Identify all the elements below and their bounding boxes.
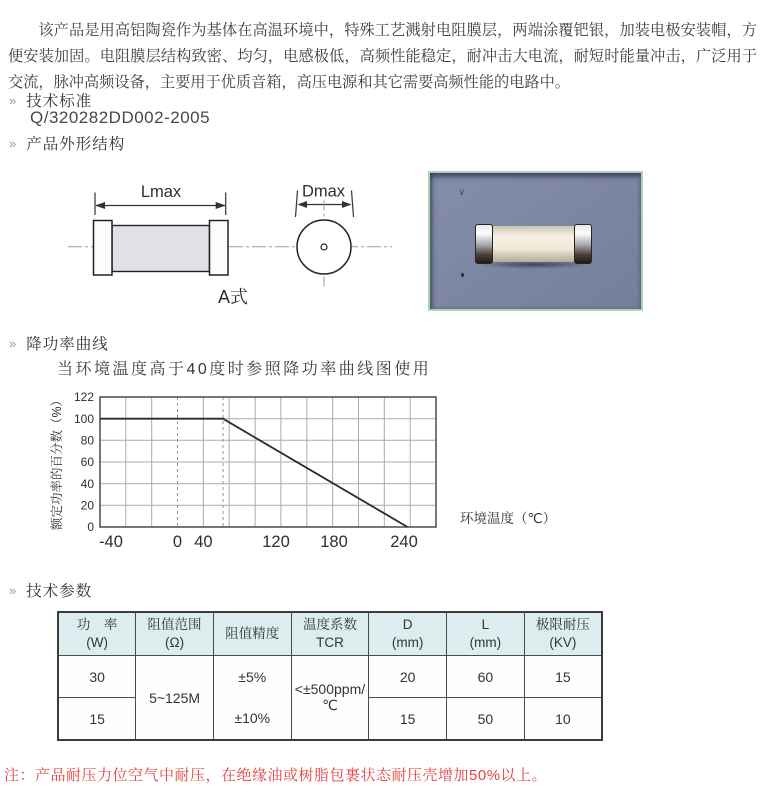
center-dot [321, 244, 327, 250]
cell-d-15: 15 [369, 698, 447, 741]
svg-text:60: 60 [80, 455, 94, 469]
cell-tolerance [213, 656, 291, 741]
svg-text:40: 40 [80, 477, 94, 491]
svg-text:20: 20 [80, 498, 94, 513]
resistor-cap-right-drawing [210, 221, 229, 276]
footnote: 注：产品耐压力位空气中耐压，在绝缘油或树脂包裹状态耐压壳增加50%以上。 [4, 767, 548, 784]
header-d: D (mm) [369, 612, 447, 656]
cell-voltage-10: 10 [524, 698, 602, 741]
svg-text:40: 40 [194, 533, 213, 551]
photo-artifact-speck [461, 273, 464, 277]
arrowhead-right-icon [342, 201, 352, 208]
tolerance-row2: ±10% [234, 710, 271, 726]
table-row [58, 656, 602, 698]
standard-heading-label: 技术标准 [26, 93, 93, 110]
header-l: L (mm) [447, 612, 525, 656]
section-heading-params [9, 579, 92, 601]
type-a-label: A式 [217, 287, 249, 307]
cell-tcr: <±500ppm/℃ [291, 656, 369, 741]
header-resistance-range: 阻值范围 (Ω) [136, 612, 214, 656]
svg-text:0: 0 [87, 520, 94, 534]
derating-chart [40, 390, 560, 558]
x-tick-labels [99, 533, 418, 551]
dimension-extension-line [296, 191, 298, 218]
svg-text:0: 0 [172, 533, 183, 551]
outline-drawing [60, 170, 405, 315]
cell-d-20: 20 [369, 656, 447, 698]
section-bullet-icon: » [9, 135, 18, 151]
table-header [58, 612, 602, 656]
section-heading-structure [9, 132, 125, 154]
resistor-body-drawing [112, 226, 210, 272]
header-tolerance: 阻值精度 [213, 612, 291, 656]
section-bullet-icon: » [9, 582, 18, 598]
svg-text:80: 80 [80, 433, 94, 448]
header-voltage: 极限耐压 (KV) [524, 612, 602, 656]
svg-text:100: 100 [73, 412, 94, 426]
header-tcr: 温度系数 TCR [291, 612, 369, 656]
resistor-cap-left-drawing [94, 221, 113, 276]
metal-cap-right [574, 224, 592, 264]
metal-cap-left [475, 224, 493, 264]
product-photo [428, 171, 643, 311]
cell-power-30: 30 [58, 656, 136, 698]
cell-power-15: 15 [58, 698, 136, 741]
intro-paragraph: 该产品是用高铝陶瓷作为基体在高温环境中，特殊工艺溅射电阻膜层，两端涂覆钯银，加装电极安装帽，方便安装加固。电阻膜层结构致密、均匀，电感极低，高频性能稳定，耐冲击大电流，耐短时能量冲击，广泛用于交流，脉冲高频设备，主要用于优质音箱，高压电源和其它需要高频性能的电路中。 [8, 22, 757, 91]
cell-resistance-range: 5~125M [136, 656, 214, 741]
section-bullet-icon: » [9, 92, 18, 108]
structure-heading-label: 产品外形结构 [26, 136, 126, 153]
params-heading-label: 技术参数 [26, 583, 93, 600]
header-power: 功 率 (W) [58, 612, 136, 656]
derating-chart-title: 当环境温度高于40度时参照降功率曲线图使用 [57, 361, 432, 378]
photo-artifact-mark: ∨ [458, 187, 466, 198]
svg-text:122: 122 [73, 390, 94, 404]
svg-text:120: 120 [262, 533, 290, 551]
ceramic-body [491, 226, 576, 262]
arrowhead-left-icon [95, 202, 105, 209]
dimension-extension-line [352, 191, 354, 218]
derating-heading-label: 降功率曲线 [26, 336, 109, 353]
arrowhead-left-icon [298, 201, 308, 208]
resistor-component-photo [475, 224, 592, 264]
horizontal-gridlines [100, 419, 436, 506]
svg-text:240: 240 [390, 533, 418, 551]
section-bullet-icon: » [9, 335, 18, 351]
dmax-label: Dmax [301, 182, 346, 201]
tolerance-row1: ±5% [238, 669, 267, 685]
cell-voltage-15: 15 [524, 656, 602, 698]
y-tick-labels [74, 390, 94, 534]
standard-number: Q/320282DD002-2005 [30, 108, 211, 127]
svg-text:-40: -40 [99, 533, 123, 551]
parameters-table [57, 611, 603, 741]
y-axis-title: 额定功率的百分数（%） [50, 393, 64, 531]
cell-l-60: 60 [447, 656, 525, 698]
x-axis-title: 环境温度（℃） [460, 511, 557, 526]
section-heading-derating [9, 332, 109, 354]
svg-text:180: 180 [320, 533, 348, 551]
derating-curve-line [100, 419, 408, 527]
lmax-label: Lmax [140, 183, 182, 201]
arrowhead-right-icon [216, 202, 226, 209]
cell-l-50: 50 [447, 698, 525, 741]
